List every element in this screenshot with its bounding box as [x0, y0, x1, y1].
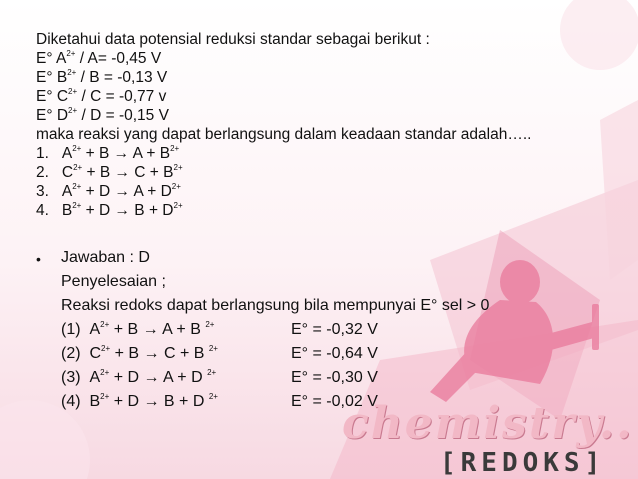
potential-a: E° $A^{2+} / A= -0,45$ V	[36, 49, 162, 67]
solution-label: Penyelesaian ;	[61, 273, 166, 290]
arrow-right-icon: →	[143, 393, 160, 410]
option-4: 4. $B^{2+} + D \to B + D^{2+}$	[36, 201, 183, 219]
option-2: 2. $C^{2+} + B \to C + B^{2+}$	[36, 163, 183, 181]
cell-potential-3: E° = -0,30 V	[291, 369, 378, 386]
rule-text: Reaksi redoks dapat berlangsung bila mempunyai E° sel > 0	[61, 297, 490, 314]
reaction-4: (4) $B^{2+} + D \to B + D$ $^{2+}$	[61, 392, 218, 410]
arrow-right-icon: →	[113, 145, 130, 162]
potential-b: E° $B^{2+} / B = -0,13$ V	[36, 68, 168, 86]
arrow-right-icon: →	[114, 164, 130, 181]
reaction-3: (3) $A^{2+} + D \to A + D$ $^{2+}$	[61, 368, 217, 386]
arrow-right-icon: →	[143, 345, 160, 362]
arrow-right-icon: →	[114, 183, 130, 200]
reaction-2: (2) $C^{2+} + B \to C + B$ $^{2+}$	[61, 344, 218, 362]
question-text: maka reaksi yang dapat berlangsung dalam keadaan standar adalah…..	[36, 126, 532, 143]
option-1: 1. $A^{2+} + B \to A + B^{2+}$	[36, 144, 180, 162]
potential-c: E° $C^{2+} / C = -0,77$ v	[36, 87, 167, 105]
reaction-1: (1) $A^{2+} + B \to A + B$ $^{2+}$	[61, 320, 215, 338]
arrow-right-icon: →	[114, 202, 130, 219]
potential-d: E° $D^{2+} / D = -0,15$ V	[36, 106, 169, 124]
decor-circle	[0, 400, 90, 479]
arrow-right-icon: →	[143, 369, 160, 386]
chemistry-logo: chemistry..	[342, 398, 634, 449]
option-3: 3. $A^{2+} + D \to A + D^{2+}$	[36, 182, 181, 200]
answer-title: Jawaban : D	[61, 249, 150, 266]
cell-potential-2: E° = -0,64 V	[291, 345, 378, 362]
cell-potential-4: E° = -0,02 V	[291, 393, 378, 410]
topic-label: [REDOKS]	[440, 448, 606, 478]
arrow-right-icon: →	[142, 321, 159, 338]
intro-text: Diketahui data potensial reduksi standar sebagai berikut :	[36, 31, 430, 48]
bullet-icon: •	[36, 251, 41, 267]
cell-potential-1: E° = -0,32 V	[291, 321, 378, 338]
decor-circle	[560, 0, 638, 70]
